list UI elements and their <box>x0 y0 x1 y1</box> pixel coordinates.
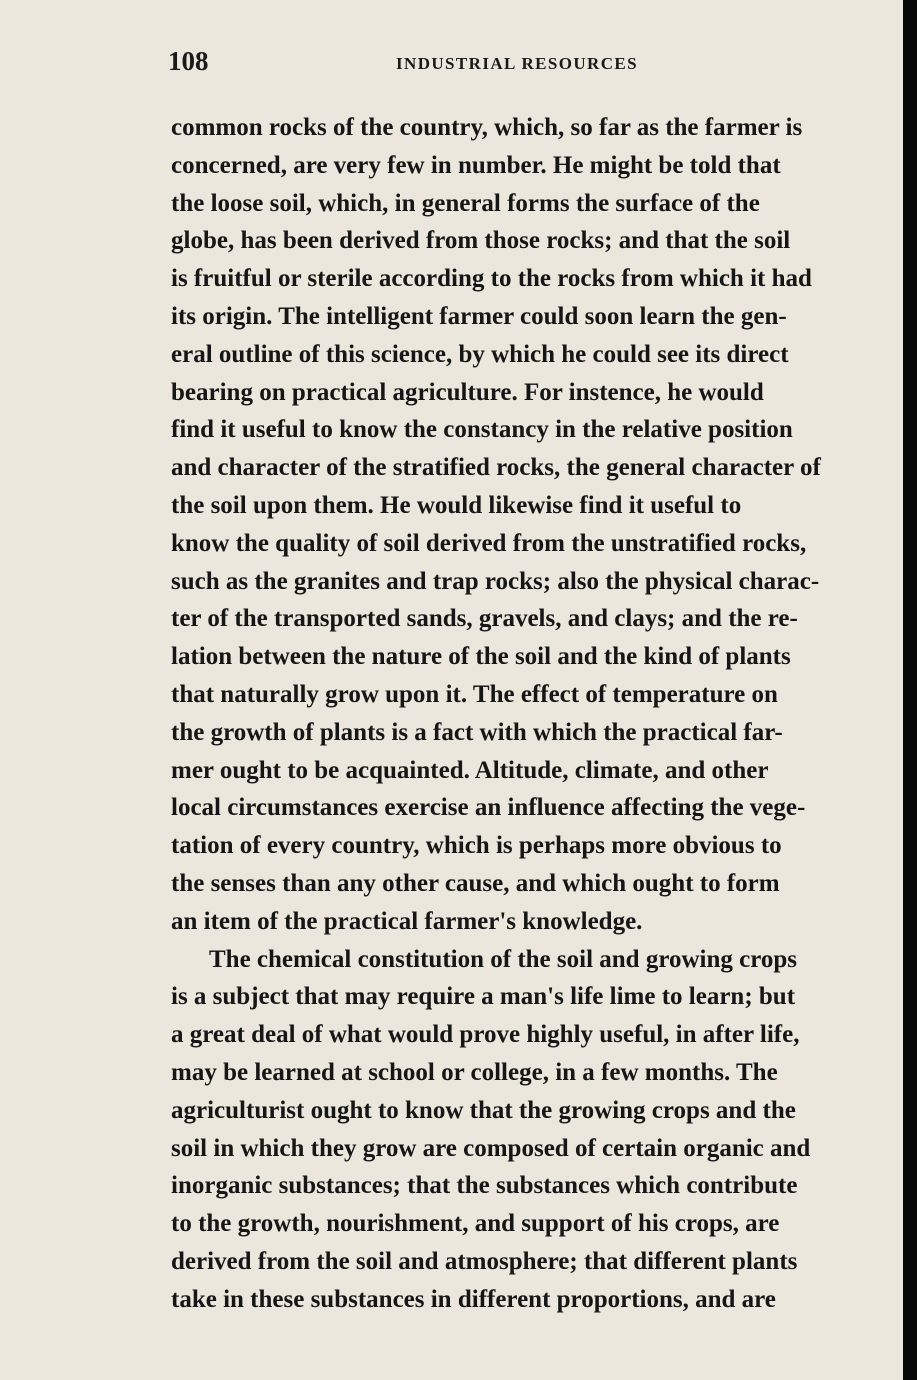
text-line: common rocks of the country, which, so far as the farmer is <box>171 114 803 141</box>
text-line: tation of every country, which is perhaps more obvious to <box>171 832 782 860</box>
text-line: such as the granites and trap rocks; also the physical charac- <box>171 567 820 595</box>
text-line: find it useful to know the constancy in the relative position <box>171 416 793 444</box>
text-line: concerned, are very few in number. He might be told that <box>171 151 781 179</box>
text-line: may be learned at school or college, in a few months. The <box>171 1058 778 1086</box>
text-line: eral outline of this science, by which he could see its direct <box>171 340 789 368</box>
text-line: is a subject that may require a man's life lime to learn; but <box>171 983 796 1011</box>
text-line: agriculturist ought to know that the growing crops and the <box>171 1096 796 1124</box>
text-line: soil in which they grow are composed of certain organic and <box>171 1134 811 1162</box>
text-line: ter of the transported sands, gravels, and clays; and the re- <box>171 605 798 633</box>
body-text <box>171 109 901 1319</box>
text-line: the senses than any other cause, and which ought to form <box>171 869 780 897</box>
running-head <box>168 46 728 86</box>
running-title: INDUSTRIAL RESOURCES <box>396 54 638 73</box>
text-line: that naturally grow upon it. The effect of temperature on <box>171 680 778 708</box>
text-line: derived from the soil and atmosphere; that different plants <box>171 1247 798 1275</box>
text-line: the loose soil, which, in general forms the surface of the <box>171 189 760 217</box>
text-line: local circumstances exercise an influence affecting the vege- <box>171 794 806 822</box>
text-line: inorganic substances; that the substances which contribute <box>171 1172 798 1200</box>
text-line: and character of the stratified rocks, the general character of <box>171 454 821 482</box>
page-number: 108 <box>168 46 209 76</box>
text-line: the growth of plants is a fact with which the practical far- <box>171 718 783 746</box>
text-line: an item of the practical farmer's knowledge. <box>171 907 643 935</box>
text-line: globe, has been derived from those rocks; and that the soil <box>171 227 791 255</box>
text-line: a great deal of what would prove highly useful, in after life, <box>171 1021 800 1049</box>
paragraph <box>171 109 901 941</box>
text-line: the soil upon them. He would likewise find it useful to <box>171 491 742 519</box>
paragraph <box>171 941 901 1319</box>
text-line: bearing on practical agriculture. For instence, he would <box>171 378 764 406</box>
text-line: mer ought to be acquainted. Altitude, climate, and other <box>171 756 769 784</box>
text-line: its origin. The intelligent farmer could soon learn the gen- <box>171 302 787 330</box>
text-line: The chemical constitution of the soil and growing crops <box>209 945 797 973</box>
page-binding-edge <box>903 0 917 1380</box>
text-line: to the growth, nourishment, and support of his crops, are <box>171 1210 780 1238</box>
text-line: know the quality of soil derived from the unstratified rocks, <box>171 529 807 557</box>
text-line: take in these substances in different proportions, and are <box>171 1285 776 1313</box>
text-line: lation between the nature of the soil and the kind of plants <box>171 643 791 671</box>
text-line: is fruitful or sterile according to the rocks from which it had <box>171 265 812 293</box>
